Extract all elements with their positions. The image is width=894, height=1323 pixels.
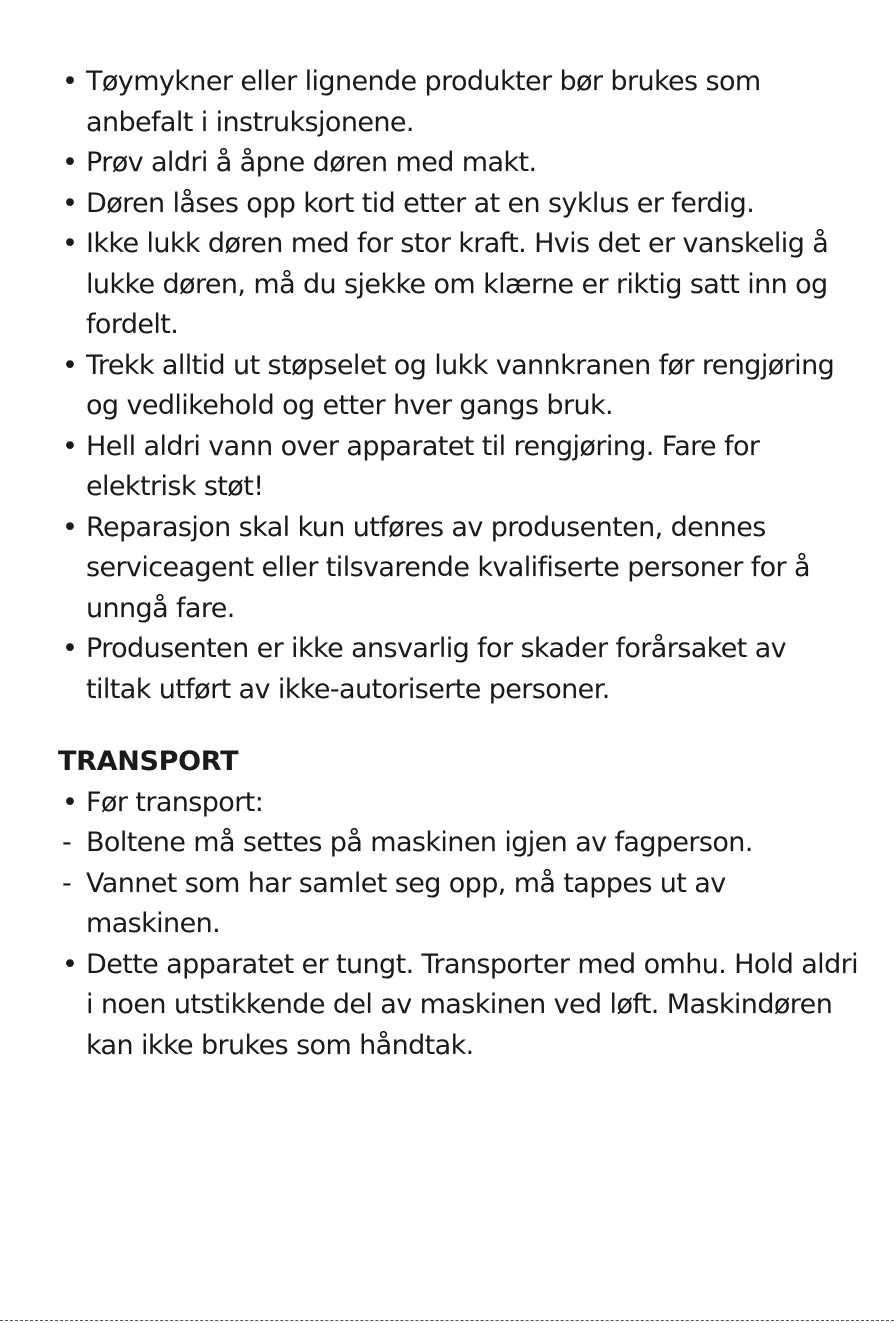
list-item-text: Reparasjon skal kun utføres av produsenten, dennes serviceagent eller tilsvarende kvalifiserte personer for å unngå fare. [86, 511, 810, 624]
bullet-marker: • [62, 511, 78, 543]
list-item-text: Dette apparatet er tungt. Transporter med omhu. Hold aldri i noen utstikkende del av maskinen ved løft. Maskindøren kan ikke brukes som håndtak. [86, 948, 859, 1061]
list-item-text: Ikke lukk døren med for stor kraft. Hvis det er vanskelig å lukke døren, må du sjekke om klærne er riktig satt inn og fordelt. [86, 228, 829, 340]
list-item [58, 184, 858, 225]
list-item-text: Vannet som har samlet seg opp, må tappes ut av maskinen. [86, 867, 726, 939]
bullet-marker: • [62, 786, 78, 818]
document-content [58, 62, 858, 1066]
list-item [58, 823, 858, 864]
bullet-marker: • [62, 349, 78, 381]
dash-marker: - [62, 827, 72, 858]
bullet-marker: • [62, 187, 78, 219]
bullet-marker: • [62, 147, 78, 178]
bullet-marker: • [62, 430, 78, 462]
list-item-text: Boltene må settes på maskinen igjen av fagperson. [86, 827, 753, 858]
list-item [58, 629, 858, 710]
safety-bullet-list [58, 62, 858, 710]
section-heading-transport: TRANSPORT [58, 746, 239, 777]
list-item [58, 508, 858, 630]
list-item-text: Trekk alltid ut støpselet og lukk vannkranen før rengjøring og vedlikehold og etter hver gangs bruk. [86, 349, 835, 421]
bullet-marker: • [62, 633, 78, 664]
dash-marker: - [62, 867, 72, 899]
bullet-marker: • [62, 228, 78, 259]
list-item [58, 224, 858, 346]
transport-list [58, 783, 858, 1067]
list-item-text: Hell aldri vann over apparatet til rengjøring. Fare for elektrisk støt! [86, 430, 760, 502]
list-item [58, 143, 858, 184]
bullet-marker: • [62, 66, 78, 97]
list-item-text: Døren låses opp kort tid etter at en syklus er ferdig. [86, 187, 755, 219]
list-item-text: Tøymykner eller lignende produkter bør brukes som anbefalt i instruksjonene. [86, 66, 761, 138]
list-item-text: Produsenten er ikke ansvarlig for skader forårsaket av tiltak utført av ikke-autoriserte personer. [86, 633, 787, 705]
list-item [58, 864, 858, 945]
list-item [58, 945, 858, 1067]
list-item [58, 346, 858, 427]
bullet-marker: • [62, 948, 78, 980]
list-item-text: Prøv aldri å åpne døren med makt. [86, 147, 537, 178]
list-item [58, 783, 858, 824]
list-item [58, 427, 858, 508]
list-item-text: Før transport: [86, 786, 264, 818]
page-cut-line [0, 1320, 894, 1321]
list-item [58, 62, 858, 143]
